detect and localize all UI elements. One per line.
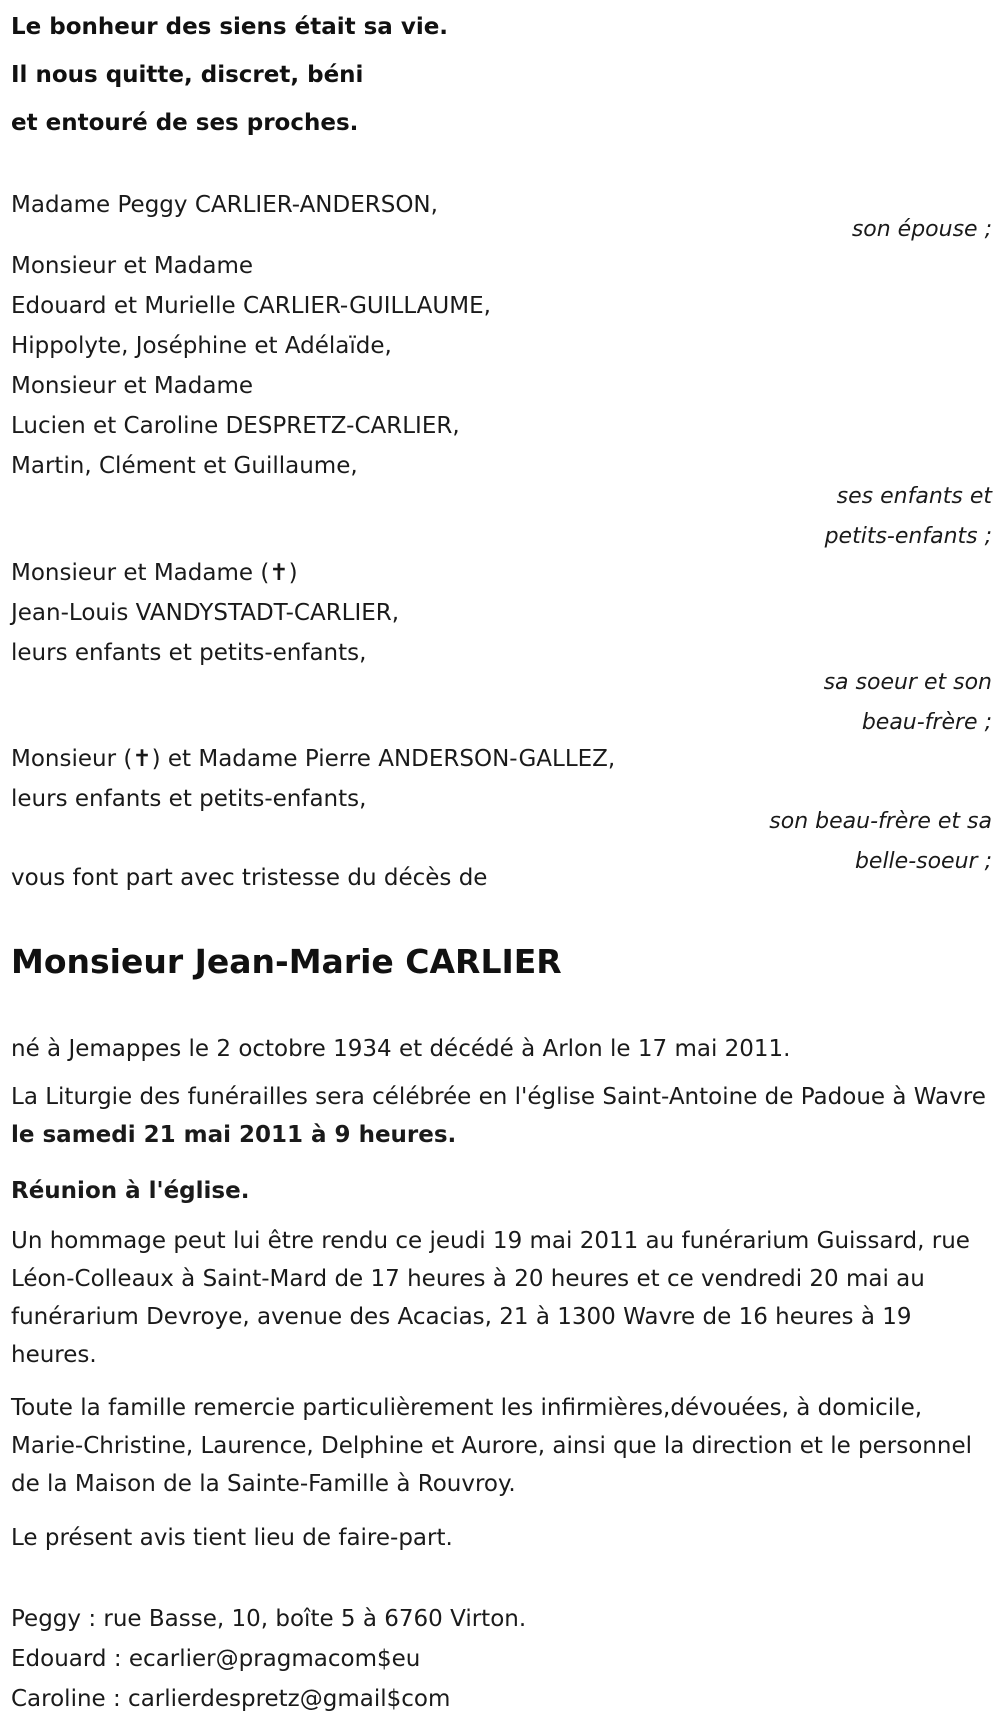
reunion-note: Réunion à l'église. — [11, 1178, 250, 1204]
notice-paragraph: Le présent avis tient lieu de faire-part. — [11, 1525, 453, 1551]
contact-line: Edouard : ecarlier@pragmacom$eu — [11, 1646, 421, 1672]
contact-line: Caroline : carlierdespretz@gmail$com — [11, 1686, 451, 1712]
family-line: leurs enfants et petits-enfants, — [11, 640, 367, 666]
family-line: Martin, Clément et Guillaume, — [11, 453, 358, 479]
relation-children: ses enfants et — [836, 484, 992, 509]
relation-inlaw: son beau-frère et sa — [769, 809, 992, 834]
quote-line: Il nous quitte, discret, béni — [11, 62, 364, 88]
family-line: leurs enfants et petits-enfants, — [11, 786, 367, 812]
family-line: Lucien et Caroline DESPRETZ-CARLIER, — [11, 413, 460, 439]
contact-line: Peggy : rue Basse, 10, boîte 5 à 6760 Virton. — [11, 1606, 527, 1632]
family-line: Monsieur (✝) et Madame Pierre ANDERSON-GALLEZ, — [11, 746, 616, 772]
relation-children: petits-enfants ; — [824, 524, 992, 549]
relation-sister: beau-frère ; — [861, 710, 992, 735]
liturgy-paragraph — [11, 1078, 996, 1154]
quote-line: et entouré de ses proches. — [11, 110, 359, 136]
family-line: Monsieur et Madame — [11, 373, 254, 399]
thanks-paragraph: Toute la famille remercie particulièrement les infirmières,dévouées, à domicile, Marie-Christine, Laurence, Delphine et Aurore, ainsi que la direction et le personnel de la Maison de la Sainte-Famille à Rouvroy. — [11, 1395, 973, 1497]
family-line: Monsieur et Madame — [11, 253, 254, 279]
announcement: vous font part avec tristesse du décès de — [11, 865, 488, 891]
family-line: Edouard et Murielle CARLIER-GUILLAUME, — [11, 293, 491, 319]
relation-inlaw: belle-soeur ; — [854, 849, 992, 874]
liturgy-text: La Liturgie des funérailles sera célébrée en l'église Saint-Antoine de Padoue à Wavre — [11, 1084, 986, 1110]
family-line: Jean-Louis VANDYSTADT-CARLIER, — [11, 600, 400, 626]
deceased-name: Monsieur Jean-Marie CARLIER — [11, 942, 562, 981]
quote-line: Le bonheur des siens était sa vie. — [11, 14, 449, 40]
homage-paragraph: Un hommage peut lui être rendu ce jeudi 19 mai 2011 au funérarium Guissard, rue Léon-Colleaux à Saint-Mard de 17 heures à 20 heures et ce vendredi 20 mai au funérarium Devroye, avenue des Acacias, 21 à 1300 Wavre de 16 heures à 19 heures. — [11, 1228, 970, 1368]
family-line: Hippolyte, Joséphine et Adélaïde, — [11, 333, 392, 359]
family-spouse: Madame Peggy CARLIER-ANDERSON, — [11, 192, 438, 218]
relation-sister: sa soeur et son — [823, 670, 992, 695]
liturgy-time: le samedi 21 mai 2011 à 9 heures. — [11, 1122, 457, 1148]
relation-spouse: son épouse ; — [851, 217, 992, 242]
birth-death: né à Jemappes le 2 octobre 1934 et décédé à Arlon le 17 mai 2011. — [11, 1036, 791, 1062]
family-line: Monsieur et Madame (✝) — [11, 560, 298, 586]
